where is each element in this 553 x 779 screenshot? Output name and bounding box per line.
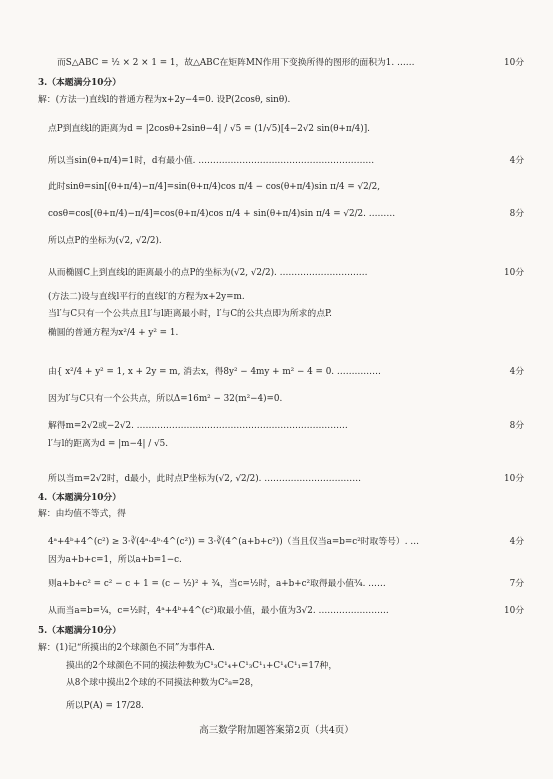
score-label: 4分 — [509, 367, 524, 377]
text-line: 解：(1)记“所摸出的2个球颜色不同”为事件A. — [38, 643, 215, 653]
score-label: 4分 — [509, 156, 524, 166]
question-heading: 5.（本题满分10分） — [38, 626, 122, 636]
text-line: 则a+b+c² = c² − c + 1 = (c − ½)² + ¾，当c=½时，a+b+c²取得最小值¾. …… — [48, 579, 386, 589]
text-line: 所以点P的坐标为(√2, √2/2). — [48, 236, 162, 246]
score-label: 10分 — [504, 474, 524, 484]
text-line: 4ᵃ+4ᵇ+4^(c²) ≥ 3·∛(4ᵃ·4ᵇ·4^(c²)) = 3·∛(4^(a+b+c²))（当且仅当a=b=c²时取等号）. … — [48, 537, 420, 547]
text-line: 从而椭圆C上到直线l的距离最小的点P的坐标为(√2, √2/2). ………………………… — [48, 268, 368, 278]
text-line: (方法二)设与直线l平行的直线l′的方程为x+2y=m. — [48, 292, 245, 302]
score-label: 4分 — [509, 537, 524, 547]
text-line: 因为l′与C只有一个公共点，所以Δ=16m² − 32(m²−4)=0. — [48, 394, 283, 404]
score-label: 7分 — [509, 579, 524, 589]
text-line: l′与l的距离为d = |m−4| / √5. — [48, 439, 168, 449]
text-line: 解：(方法一)直线l的普通方程为x+2y−4=0. 设P(2cosθ, sinθ). — [38, 95, 291, 105]
score-label: 10分 — [504, 58, 524, 68]
text-line: 所以P(A) = 17/28. — [66, 701, 144, 711]
text-line: 当l′与C只有一个公共点且l′与l距离最小时，l′与C的公共点即为所求的点P. — [48, 309, 332, 319]
text-line: 解得m=2√2或−2√2. ……………………………………………………………… — [48, 421, 348, 431]
text-line: 点P到直线l的距离为d = |2cosθ+2sinθ−4| / √5 = (1/√5)[4−2√2 sin(θ+π/4)]. — [48, 124, 370, 134]
text-line: 此时sinθ=sin[(θ+π/4)−π/4]=sin(θ+π/4)cos π/4 − cos(θ+π/4)sin π/4 = √2/2, — [48, 182, 381, 192]
score-label: 8分 — [509, 421, 524, 431]
text-line: 摸出的2个球颜色不同的摸法种数为C¹₃C¹₄+C¹₃C¹₁+C¹₄C¹₁=17种， — [66, 661, 338, 671]
score-label: 10分 — [504, 268, 524, 278]
question-heading: 4.（本题满分10分） — [38, 493, 122, 503]
text-line: 因为a+b+c=1，所以a+b=1−c. — [48, 555, 182, 565]
question-heading: 3.（本题满分10分） — [38, 78, 122, 88]
text-line: 从8个球中摸出2个球的不同摸法种数为C²₈=28， — [66, 678, 260, 688]
page-footer: 高三数学附加题答案第2页（共4页） — [199, 725, 354, 736]
text-line: 所以当sin(θ+π/4)=1时，d有最小值. …………………………………………………… — [48, 156, 375, 166]
text-line: 而S△ABC = ½ × 2 × 1 = 1，故△ABC在矩阵MN作用下变换所得的图形的面积为1. …… — [57, 58, 415, 68]
text-line: 解：由均值不等式，得 — [38, 509, 126, 519]
text-line: 所以当m=2√2时，d最小，此时点P坐标为(√2, √2/2). …………………………… — [48, 474, 361, 484]
text-line: 椭圆的普通方程为x²/4 + y² = 1. — [48, 328, 179, 338]
score-label: 8分 — [509, 209, 524, 219]
text-line: 由{ x²/4 + y² = 1, x + 2y = m, 消去x，得8y² − 4my + m² − 4 = 0. …………… — [48, 367, 381, 377]
text-line: 从而当a=b=¼，c=½时，4ᵃ+4ᵇ+4^(c²)取最小值，最小值为3√2. …………………… — [48, 606, 389, 616]
score-label: 10分 — [504, 606, 524, 616]
text-line: cosθ=cos[(θ+π/4)−π/4]=cos(θ+π/4)cos π/4 + sin(θ+π/4)sin π/4 = √2/2. ……… — [48, 209, 396, 219]
